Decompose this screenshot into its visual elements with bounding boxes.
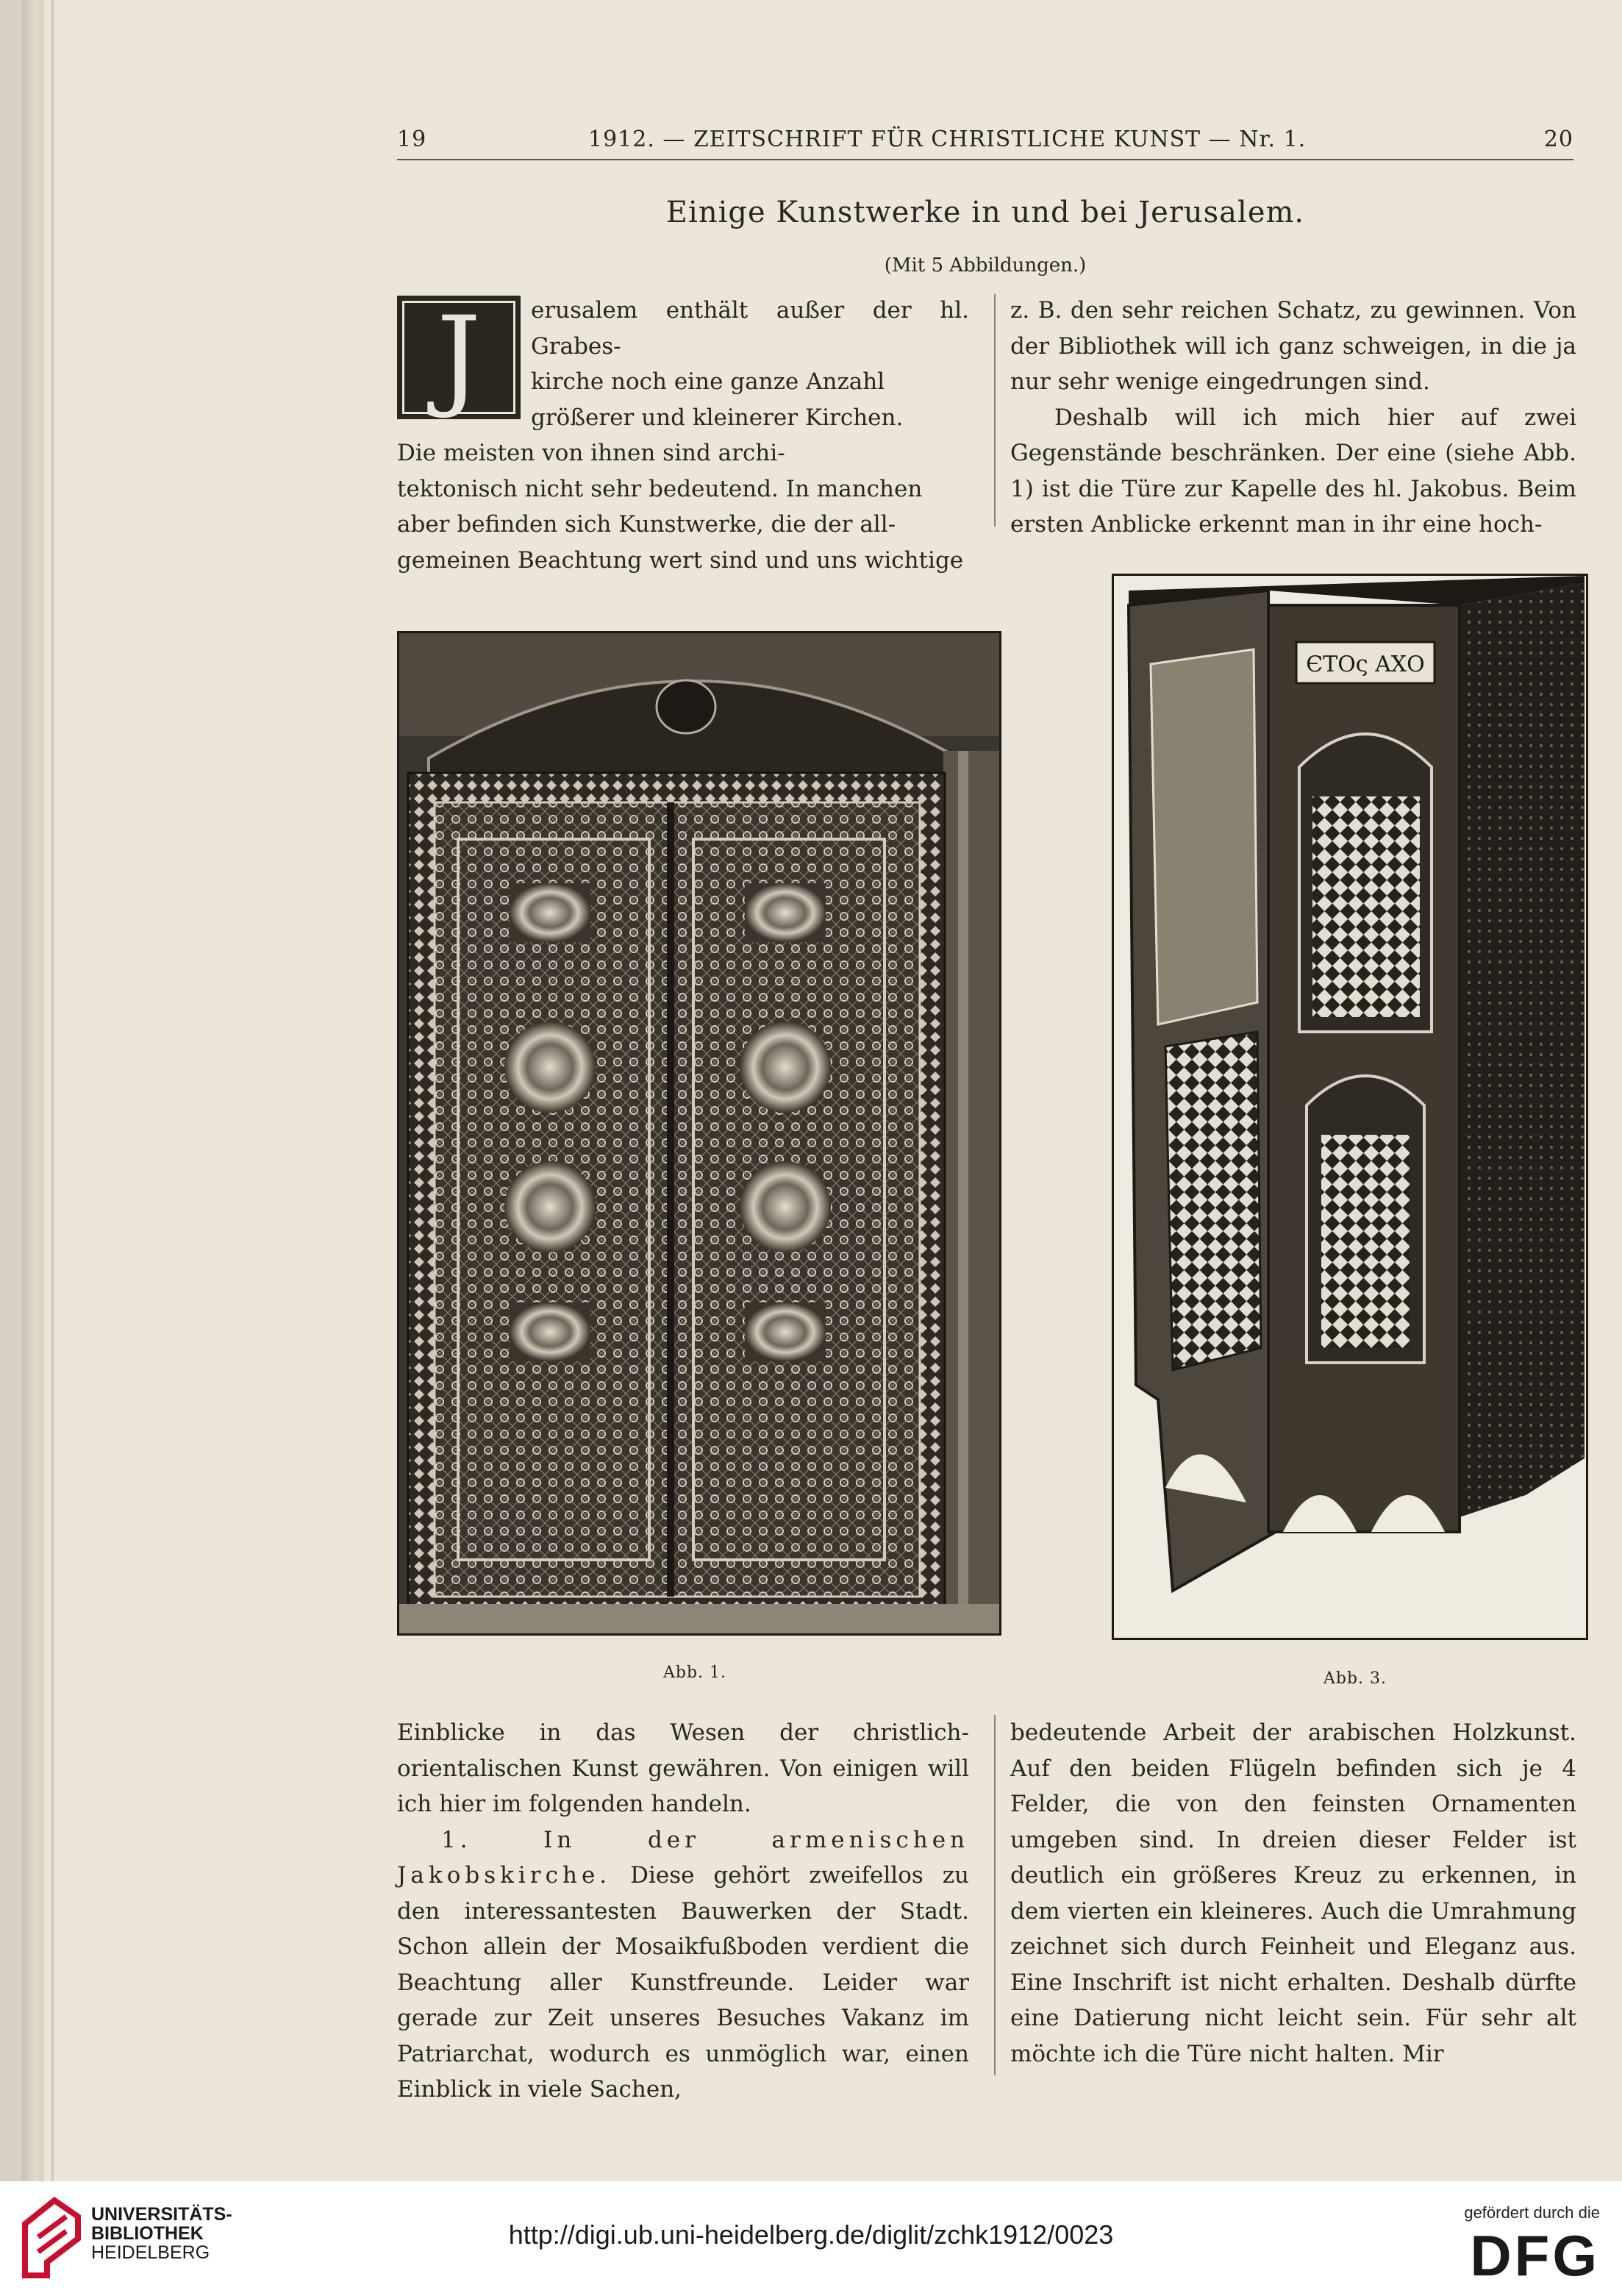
text-line: aber befinden sich Kunstwerke, die der all- [397,511,896,538]
footer-bar [0,2181,1622,2296]
column-divider-bottom [994,1715,996,2075]
gutter-line [51,0,54,2181]
column-1-bottom [397,1715,969,2108]
dfg-logo: DFG [1470,2223,1600,2288]
section-heading: 1. In der armenischen Jakobskirche. [397,1826,969,1889]
door-illustration [399,633,999,1633]
text-line: erusalem enthält außer der hl. Grabes- [531,297,969,360]
running-head [397,126,1573,160]
column-2-bottom [1010,1715,1576,2072]
cabinet-inscription: ЄΤΟς ΑΧΟ [1306,652,1425,677]
text-line: kirche noch eine ganze Anzahl [531,368,885,395]
library-name: UNIVERSITÄTS- BIBLIOTHEK HEIDELBERG [91,2204,232,2263]
figure-3-cabinet-photo [1112,574,1588,1640]
figure-1-door-photo [397,631,1001,1636]
paragraph: z. B. den sehr reichen Schatz, zu gewinnen. Von der Bibliothek will ich ganz schweigen, in die ja nur sehr wenige eingedrungen sind. [1010,297,1576,395]
drop-initial: J [397,296,521,419]
paragraph [397,1822,969,2108]
paragraph: Deshalb will ich mich hier auf zwei Gegenstände beschränken. Der eine (siehe Abb. 1) ist die Türe zur Kapelle des hl. Jakobus. Beim ersten Anblicke erkennt man in ihr eine hoch- [1010,404,1576,538]
page-number-right: 20 [1543,126,1573,152]
column-divider-top [994,294,996,527]
column-2-top [1010,293,1576,543]
text-line: größerer und kleinerer Kirchen. [531,404,904,431]
text-line: gemeinen Beachtung wert sind und uns wichtige [397,546,964,574]
text-line: tektonisch nicht sehr bedeutend. In manchen [397,475,923,502]
article-title: Einige Kunstwerke in und bei Jerusalem. [665,196,1305,229]
figure-3-caption: Abb. 3. [1323,1669,1387,1688]
page-edge [22,0,44,2181]
page-number-left: 19 [397,126,427,152]
paragraph-text: Diese gehört zweifellos zu den interessantesten Bauwerken der Stadt. Schon allein der Mosaikfußboden verdient die Beachtung aller Kunstfreunde. Leider war gerade zur Zeit unseres Besuches Vakanz im Patriarchat, wodurch es unmöglich war, einen Einblick in viele Sachen, [397,1862,969,2103]
paragraph: Einblicke in das Wesen der christlich-orientalischen Kunst gewähren. Von einigen will ich hier im folgenden handeln. [397,1719,969,1817]
journal-title: 1912. — ZEITSCHRIFT FÜR CHRISTLICHE KUNST — Nr. 1. [588,126,1307,152]
article-subtitle: (Mit 5 Abbildungen.) [884,254,1087,277]
column-1-top [397,293,969,578]
text-line: Die meisten von ihnen sind archi- [397,440,785,466]
funding-label: gefördert durch die [1464,2203,1600,2222]
cabinet-illustration [1114,576,1586,1638]
figure-1-caption: Abb. 1. [663,1664,727,1682]
paragraph: bedeutende Arbeit der arabischen Holzkunst. Auf den beiden Flügeln befinden sich je 4 Felder, die von den feinsten Ornamenten umgeben sind. In dreien dieser Felder ist deutlich ein größeres Kreuz zu erkennen, in dem vierten ein kleineres. Auch die Umrahmung zeichnet sich durch Feinheit und Eleganz aus. Eine Inschrift ist nicht erhalten. Deshalb dürfte eine Datierung nicht leicht sein. Für sehr alt möchte ich die Türe nicht halten. Mir [1010,1719,1576,2067]
source-url-link[interactable]: http://digi.ub.uni-heidelberg.de/diglit/zchk1912/0023 [508,2220,1114,2250]
